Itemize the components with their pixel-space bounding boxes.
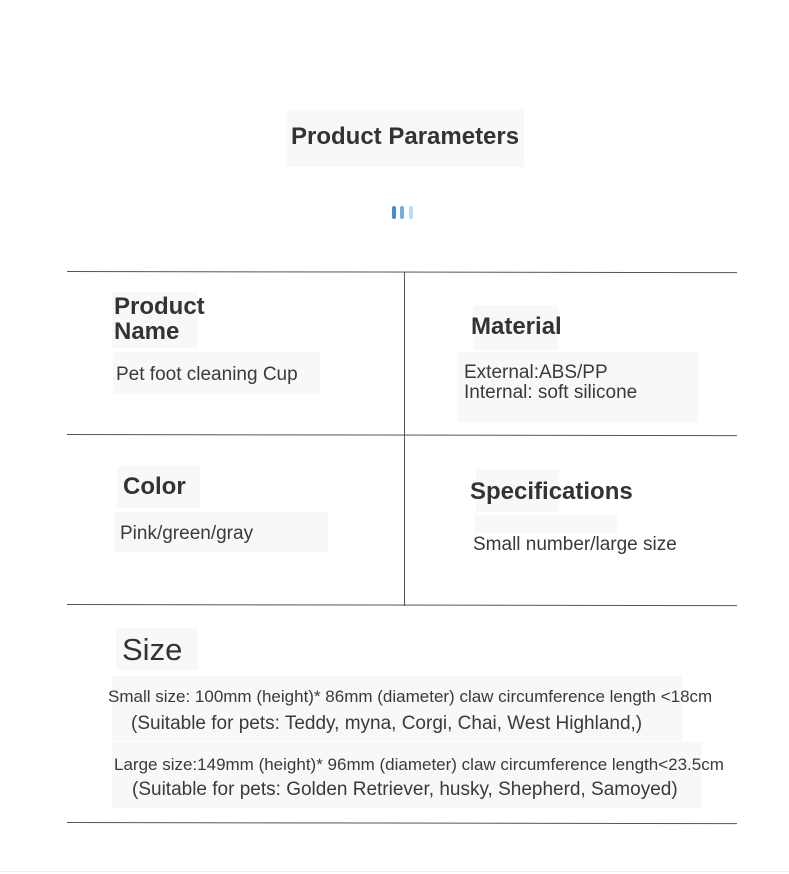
table-divider xyxy=(67,604,737,606)
value-background xyxy=(475,515,617,533)
column-divider xyxy=(404,272,405,606)
page-title: Product Parameters xyxy=(291,123,520,150)
material-label: Material xyxy=(471,313,562,340)
small-size-suitable: (Suitable for pets: Teddy, myna, Corgi, Chai, West Highland,) xyxy=(131,713,643,734)
material-value-line1: External:ABS/PP xyxy=(464,362,608,383)
table-divider-top xyxy=(67,271,737,273)
specifications-value: Small number/large size xyxy=(473,534,677,555)
product-name-label-line1: Product xyxy=(114,293,205,320)
bar-mark xyxy=(392,206,396,219)
size-label: Size xyxy=(122,632,183,667)
bar-mark xyxy=(409,206,413,219)
large-size-dimensions: Large size:149mm (height)* 96mm (diameter) claw circumference length<23.5cm xyxy=(114,755,724,774)
table-divider-bottom xyxy=(67,822,737,824)
product-name-value: Pet foot cleaning Cup xyxy=(116,364,298,385)
small-size-dimensions: Small size: 100mm (height)* 86mm (diameter) claw circumference length <18cm xyxy=(108,687,713,706)
color-value: Pink/green/gray xyxy=(120,523,254,544)
table-divider xyxy=(67,434,737,436)
specifications-label: Specifications xyxy=(470,478,633,505)
large-size-suitable: (Suitable for pets: Golden Retriever, husky, Shepherd, Samoyed) xyxy=(132,779,678,800)
product-name-label-line2: Name xyxy=(114,318,180,345)
footer-divider xyxy=(0,871,789,872)
color-label: Color xyxy=(123,473,186,500)
bar-mark xyxy=(400,206,404,219)
material-value-line2: Internal: soft silicone xyxy=(464,382,638,403)
